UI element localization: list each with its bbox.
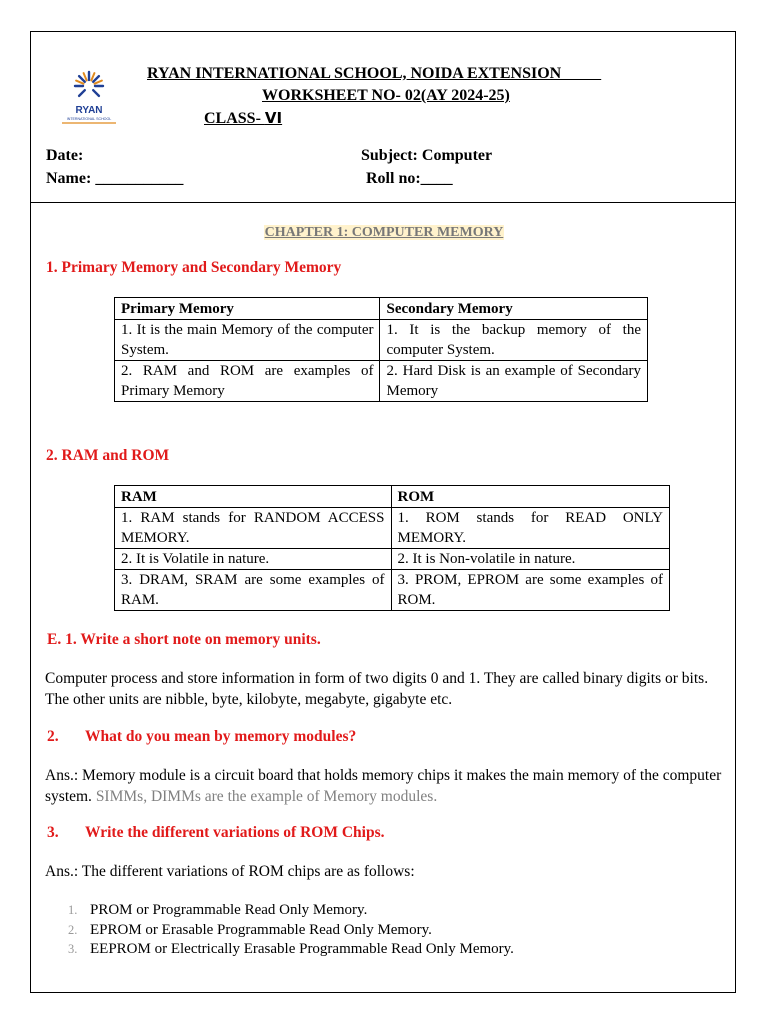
table-header-cell: Secondary Memory: [380, 298, 648, 320]
section-heading-ram-rom: 2. RAM and ROM: [46, 447, 170, 464]
list-item: 2. EPROM or Erasable Programmable Read Only Memory.: [68, 921, 432, 938]
primary-secondary-table: [114, 297, 648, 402]
table-row: [115, 549, 670, 570]
name-label: Name: ___________: [46, 170, 184, 187]
list-item: 1. PROM or Programmable Read Only Memory.: [68, 902, 368, 918]
table-row: [115, 508, 670, 549]
table-header-cell: Primary Memory: [115, 298, 380, 320]
worksheet-title: WORKSHEET NO- 02(AY 2024-25): [262, 87, 510, 104]
table-cell: 1. ROM stands for READ ONLY MEMORY.: [391, 508, 670, 549]
table-cell: 3. PROM, EPROM are some examples of ROM.: [391, 570, 670, 611]
ram-rom-table: [114, 485, 670, 611]
table-header-cell: ROM: [391, 486, 670, 508]
question-2: 2. What do you mean by memory modules?: [47, 728, 357, 745]
table-cell: 1. It is the backup memory of the computer System.: [380, 320, 648, 361]
school-name: RYAN INTERNATIONAL SCHOOL, NOIDA EXTENSION: [147, 65, 602, 82]
section-heading-primary-secondary: 1. Primary Memory and Secondary Memory: [46, 259, 342, 276]
answer-1: Computer process and store information in form of two digits 0 and 1. They are called binary digits or bits. The other units are nibble, byte, kilobyte, megabyte, gigabyte etc.: [45, 670, 709, 708]
table-cell: 2. RAM and ROM are examples of Primary Memory: [115, 361, 380, 402]
table-cell: 2. It is Non-volatile in nature.: [391, 549, 670, 570]
date-label: Date:: [46, 147, 84, 164]
answer-2: Ans.: Memory module is a circuit board that holds memory chips it makes the main memory of the computer system. SIMMs, DIMMs are the example of Memory modules.: [45, 767, 722, 805]
table-cell: 2. Hard Disk is an example of Secondary Memory: [380, 361, 648, 402]
table-header-cell: RAM: [115, 486, 392, 508]
table-cell: 1. RAM stands for RANDOM ACCESS MEMORY.: [115, 508, 392, 549]
table-header-row: [115, 298, 648, 320]
table-row: [115, 570, 670, 611]
school-logo-icon: [56, 66, 122, 126]
question-3: 3. Write the different variations of ROM Chips.: [47, 824, 385, 841]
table-row: [115, 361, 648, 402]
list-item: 3. EEPROM or Electrically Erasable Programmable Read Only Memory.: [68, 941, 514, 957]
table-row: [115, 320, 648, 361]
chapter-title: CHAPTER 1: COMPUTER MEMORY: [264, 225, 504, 240]
table-cell: 1. It is the main Memory of the computer System.: [115, 320, 380, 361]
table-cell: 2. It is Volatile in nature.: [115, 549, 392, 570]
chapter-heading: [0, 223, 768, 241]
answer-3: Ans.: The different variations of ROM chips are as follows:: [45, 863, 415, 880]
roll-label: Roll no:____: [366, 170, 453, 187]
table-header-row: [115, 486, 670, 508]
question-1: E. 1. Write a short note on memory units.: [47, 631, 321, 648]
header-divider: [30, 202, 736, 203]
table-cell: 3. DRAM, SRAM are some examples of RAM.: [115, 570, 392, 611]
logo-subtext: INTERNATIONAL SCHOOL: [66, 117, 112, 121]
logo-text: RYAN: [75, 105, 103, 116]
subject-label: Subject: Computer: [361, 147, 493, 164]
rom-variations-list: [68, 901, 514, 960]
class-label: CLASS- VI: [204, 109, 283, 127]
